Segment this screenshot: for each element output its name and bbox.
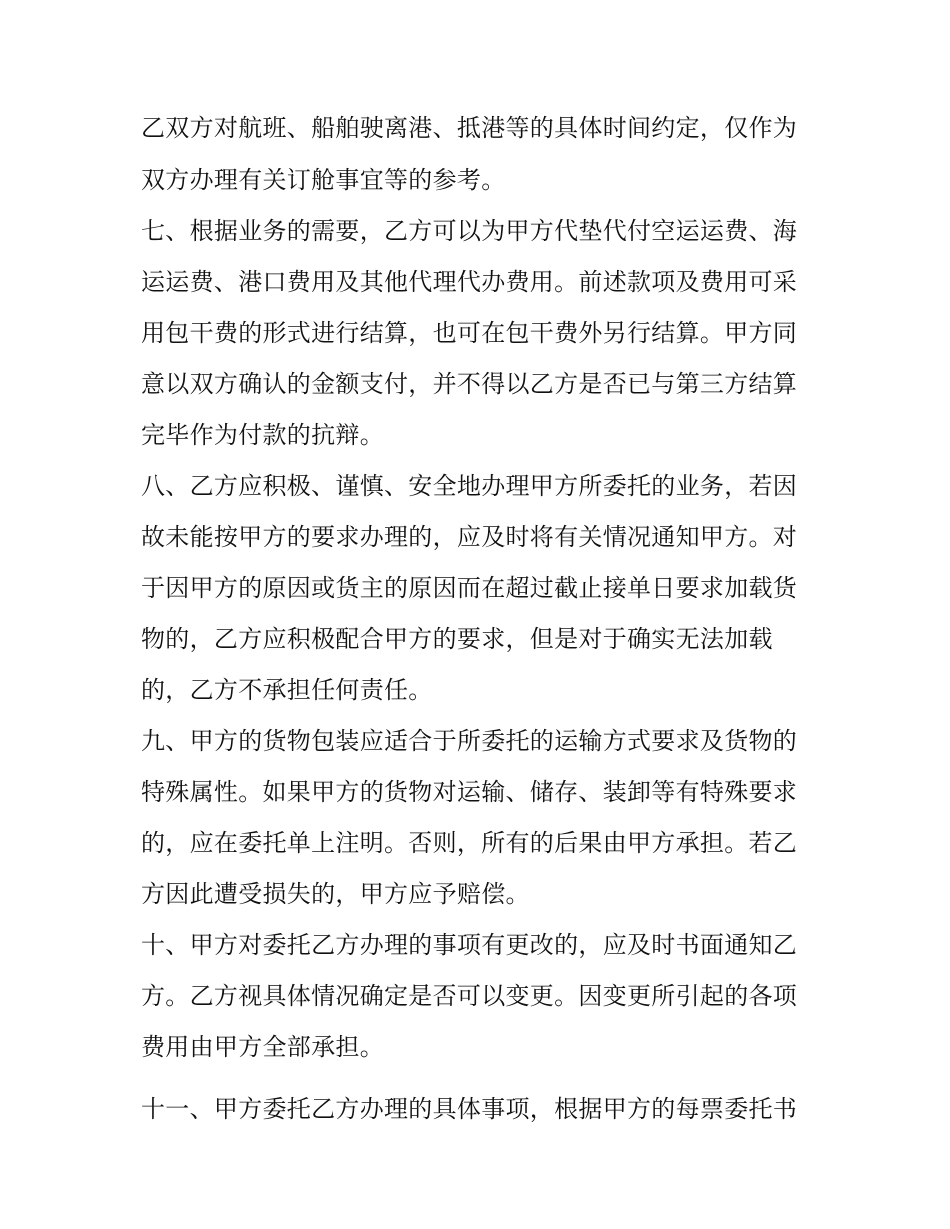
text-line: 用包干费的形式进行结算，也可在包干费外另行结算。甲方同 [141,319,798,347]
text-line: 运运费、港口费用及其他代理代办费用。前述款项及费用可采 [141,268,798,296]
clause-11-start: 十一、甲方委托乙方办理的具体事项，根据甲方的每票委托书 [141,1095,798,1123]
clause-7-start: 七、根据业务的需要，乙方可以为甲方代垫代付空运运费、海 [141,217,798,245]
clause-9-start: 九、甲方的货物包装应适合于所委托的运输方式要求及货物的 [141,727,798,755]
clause-10-start: 十、甲方对委托乙方办理的事项有更改的，应及时书面通知乙 [141,931,798,959]
text-line: 物的，乙方应积极配合甲方的要求，但是对于确实无法加载 [141,625,773,653]
text-line: 的，应在委托单上注明。否则，所有的后果由甲方承担。若乙 [141,829,798,857]
text-line: 方。乙方视具体情况确定是否可以变更。因变更所引起的各项 [141,982,798,1010]
text-line: 意以双方确认的金额支付，并不得以乙方是否已与第三方结算 [141,370,798,398]
text-line: 故未能按甲方的要求办理的，应及时将有关情况通知甲方。对 [141,523,798,551]
text-line: 乙双方对航班、船舶驶离港、抵港等的具体时间约定，仅作为 [141,114,798,142]
text-line: 方因此遭受损失的，甲方应予赔偿。 [141,880,530,908]
text-line: 特殊属性。如果甲方的货物对运输、储存、装卸等有特殊要求 [141,778,798,806]
text-line: 的，乙方不承担任何责任。 [141,676,433,704]
text-line: 完毕作为付款的抗辩。 [141,421,384,449]
clause-8-start: 八、乙方应积极、谨慎、安全地办理甲方所委托的业务，若因 [141,472,798,500]
text-line: 双方办理有关订舱事宜等的参考。 [141,166,506,194]
text-line: 于因甲方的原因或货主的原因而在超过截止接单日要求加载货 [141,574,798,602]
text-line: 费用由甲方全部承担。 [141,1033,384,1061]
